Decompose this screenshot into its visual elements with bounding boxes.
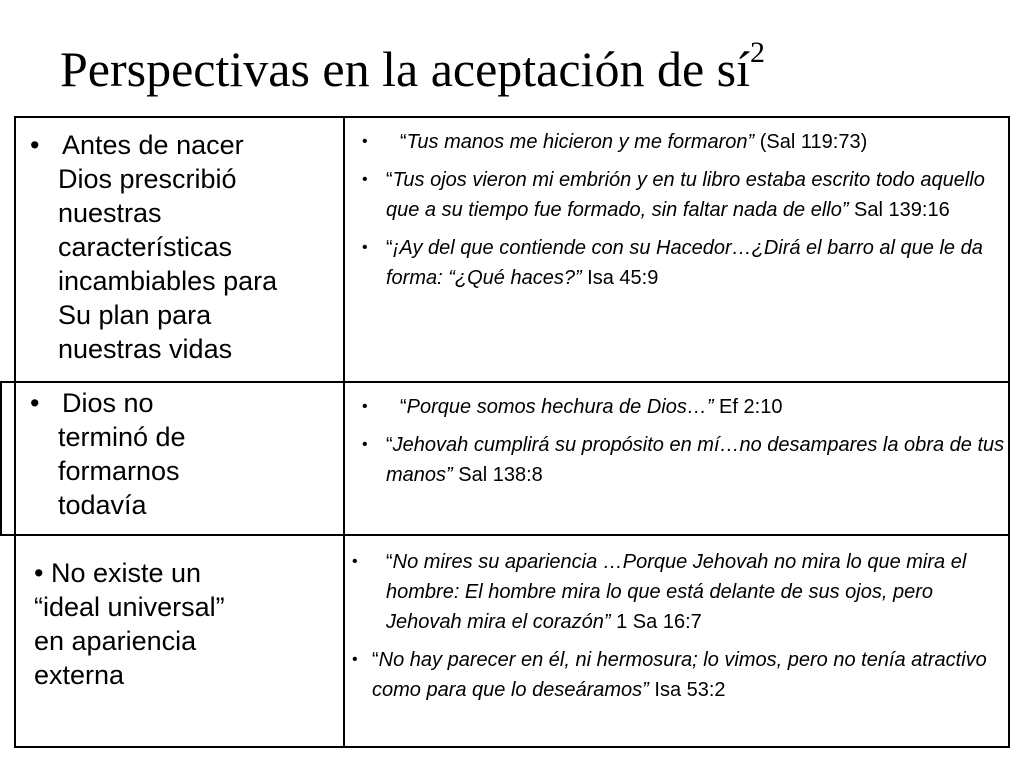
bullet-icon: • [34,558,44,588]
row2-point [30,386,340,522]
row3-quotes [352,547,1007,713]
table-border-bottom [14,746,1010,748]
column-divider [343,116,345,748]
title-superscript: 2 [750,36,765,69]
table-border-top [14,116,1010,118]
bullet-icon: • [362,171,368,188]
row2-point-line: todavía [58,490,147,520]
row3-point-line: “ideal universal” [34,592,225,622]
row2-point-line: Dios no [62,388,154,418]
row2-point-line: formarnos [58,456,180,486]
bullet-icon: • [362,436,368,453]
row1-point [30,128,340,366]
row3-point-line: • No existe un [34,558,202,588]
row1-point-line: Antes de nacer [62,130,244,160]
row2-outer-left [0,381,2,536]
bullet-icon: • [362,133,368,150]
quote-item: • “Tus ojos vieron mi embrión y en tu libro estaba escrito todo aquello que a su tiempo fue formado, sin faltar nada de ello” Sal 139:16 [362,165,1007,225]
row-divider-2 [0,534,1010,536]
quote-item: • “Tus manos me hicieron y me formaron” (Sal 119:73) [362,127,1007,157]
row1-quotes [362,127,1007,301]
quote-item: • “No hay parecer en él, ni hermosura; lo vimos, pero no tenía atractivo como para que lo deseáramos” Isa 53:2 [352,645,1007,705]
row1-point-line: nuestras vidas [58,334,233,364]
row1-point-line: Su plan para [58,300,212,330]
table-border-right [1008,116,1010,748]
row1-point-line: características [58,232,233,262]
page-title: Perspectivas en la aceptación de $sí^2$ [60,36,765,97]
bullet-icon: • [362,398,368,415]
row2-point-line: terminó de [58,422,186,452]
table-border-left [14,116,16,748]
bullet-icon: • [352,553,358,570]
row-divider-1 [0,381,1010,383]
bullet-icon: • [352,651,358,668]
row3-point-line: en apariencia [34,626,197,656]
quote-item: • “¡Ay del que contiende con su Hacedor…¿Dirá el barro al que le da forma: “¿Qué haces?” Isa 45:9 [362,233,1007,293]
quote-item: • “Jehovah cumplirá su propósito en mí…no desampares la obra de tus manos” Sal 138:8 [362,430,1007,490]
bullet-icon: • [30,130,40,160]
row1-point-line: Dios prescribió [58,164,237,194]
quote-item: • “No mires su apariencia …Porque Jehovah no mira lo que mira el hombre: El hombre mira lo que está delante de sus ojos, pero Jehovah mira el corazón” 1 Sa 16:7 [352,547,1007,637]
row3-point [34,556,334,692]
row3-point-line: externa [34,660,125,690]
row2-quotes [362,392,1007,498]
quote-item: • “Porque somos hechura de Dios…” Ef 2:10 [362,392,1007,422]
bullet-icon: • [30,388,40,418]
row1-point-line: incambiables para [58,266,278,296]
bullet-icon: • [362,239,368,256]
row1-point-line: nuestras [58,198,162,228]
